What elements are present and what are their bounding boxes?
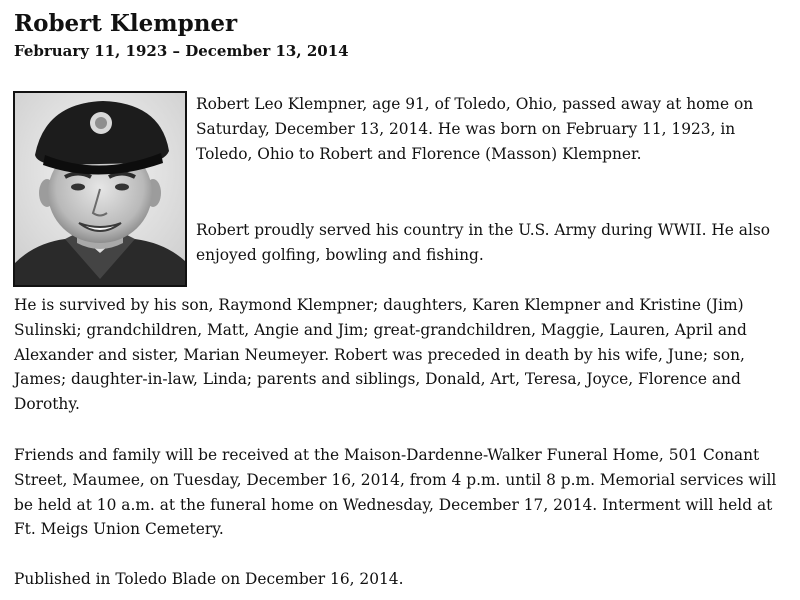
- family-paragraph: He is survived by his son, Raymond Klempner; daughters, Karen Klempner and Kristine (Jim) Sulinski; grandchildren, Matt, Angie and Jim; great-grandchildren, Maggie, Lauren, April and Alexander and sister, Marian Neumeyer. Robert was preceded in death by his wife, June; son, James; daughter-in-law, Linda; parents and siblings, Donald, Art, Teresa, Joyce, Florence and Dorothy.: [14, 296, 747, 414]
- intro-paragraph: Robert Leo Klempner, age 91, of Toledo, Ohio, passed away at home on Saturday, December 13, 2014. He was born on February 11, 1923, in Toledo, Ohio to Robert and Florence (Masson) Klempner.: [196, 95, 754, 163]
- obituary-name: Robert Klempner: [14, 10, 238, 37]
- soldier-portrait-icon: [15, 93, 185, 285]
- portrait-photo: [13, 91, 187, 287]
- life-dates: February 11, 1923 – December 13, 2014: [14, 42, 349, 60]
- arrangements-paragraph: Friends and family will be received at the Maison-Dardenne-Walker Funeral Home, 501 Conant Street, Maumee, on Tuesday, December 16, 2014, from 4 p.m. until 8 p.m. Memorial services will be held at 10 a.m. at the funeral home on Wednesday, December 17, 2014. Interment will held at Ft. Meigs Union Cemetery.: [14, 446, 777, 539]
- service-paragraph: Robert proudly served his country in the U.S. Army during WWII. He also enjoyed golfing, bowling and fishing.: [196, 221, 771, 264]
- published-note: Published in Toledo Blade on December 16, 2014.: [14, 570, 404, 588]
